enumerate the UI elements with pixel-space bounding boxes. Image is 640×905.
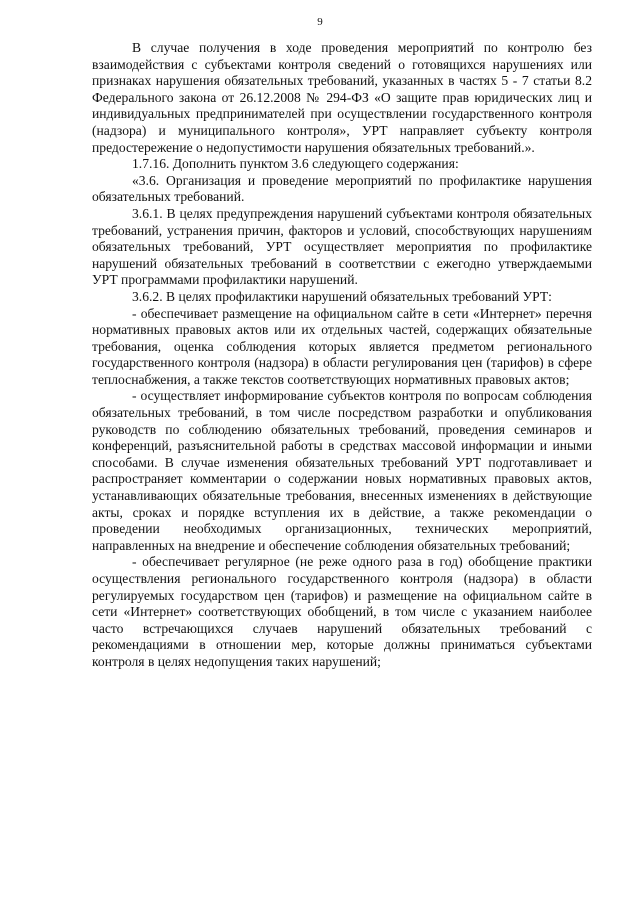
paragraph-section-3-6-2: 3.6.2. В целях профилактики нарушений обязательных требований УРТ:	[132, 288, 552, 304]
paragraph-amendment-1-7-16: 1.7.16. Дополнить пунктом 3.6 следующего содержания:	[132, 156, 459, 172]
list-item-publish-acts: - обеспечивает размещение на официальном сайте в сети «Интернет» перечня нормативных правовых актов или их отдельных частей, содержащих обязательные требования, оценка соблюдения которых является предметом регионального государственного контроля (надзора) в области регулирования цен (тарифов) в сфере теплоснабжения, а также текстов соответствующих нормативных правовых актов;	[92, 305, 592, 387]
paragraph-section-3-6-heading: «3.6. Организация и проведение мероприятий по профилактике нарушения обязательных требований.	[92, 172, 592, 205]
paragraph-section-3-6-1: 3.6.1. В целях предупреждения нарушений субъектами контроля обязательных требований, устранения причин, факторов и условий, способствующих нарушениям обязательных требований, УРТ осуществляет мероприятия по профилактике нарушений обязательных требований в соответствии с ежегодно утверждаемыми УРТ программами профилактики нарушений.	[92, 205, 592, 288]
list-item-generalize-practice: - обеспечивает регулярное (не реже одного раза в год) обобщение практики осуществления регионального государственного контроля (надзора) в области регулируемых государством цен (тарифов) и размещение на официальном сайте в сети «Интернет» соответствующих обобщений, в том числе с указанием наиболее часто встречающихся случаев нарушений обязательных требований с рекомендациями в отношении мер, которые должны приниматься субъектами контроля в целях недопущения таких нарушений;	[92, 554, 592, 669]
page-number: 9	[317, 16, 323, 28]
list-item-inform-subjects: - осуществляет информирование субъектов контроля по вопросам соблюдения обязательных требований, в том числе посредством разработки и опубликования руководств по соблюдению обязательных требований, проведения семинаров и конференций, разъяснительной работы в средствах массовой информации и иными способами. В случае изменения обязательных требований УРТ подготавливает и распространяет комментарии о содержании новых нормативных правовых актов, устанавливающих обязательные требования, внесенных изменениях в действующие акты, сроках и порядке вступления их в действие, а также рекомендации о проведении необходимых организационных, технических мероприятий, направленных на внедрение и обеспечение соблюдения обязательных требований;	[92, 388, 592, 553]
document-body	[92, 40, 592, 671]
paragraph-warning-procedure: В случае получения в ходе проведения мероприятий по контролю без взаимодействия с субъектами контроля сведений о готовящихся нарушениях или признаках нарушения обязательных требований, указанных в частях 5 - 7 статьи 8.2 Федерального закона от 26.12.2008 № 294-ФЗ «О защите прав юридических лиц и индивидуальных предпринимателей при осуществлении государственного контроля (надзора) и муниципального контроля», УРТ направляет субъекту контроля предостережение о недопустимости нарушения обязательных требований.».	[92, 40, 592, 155]
